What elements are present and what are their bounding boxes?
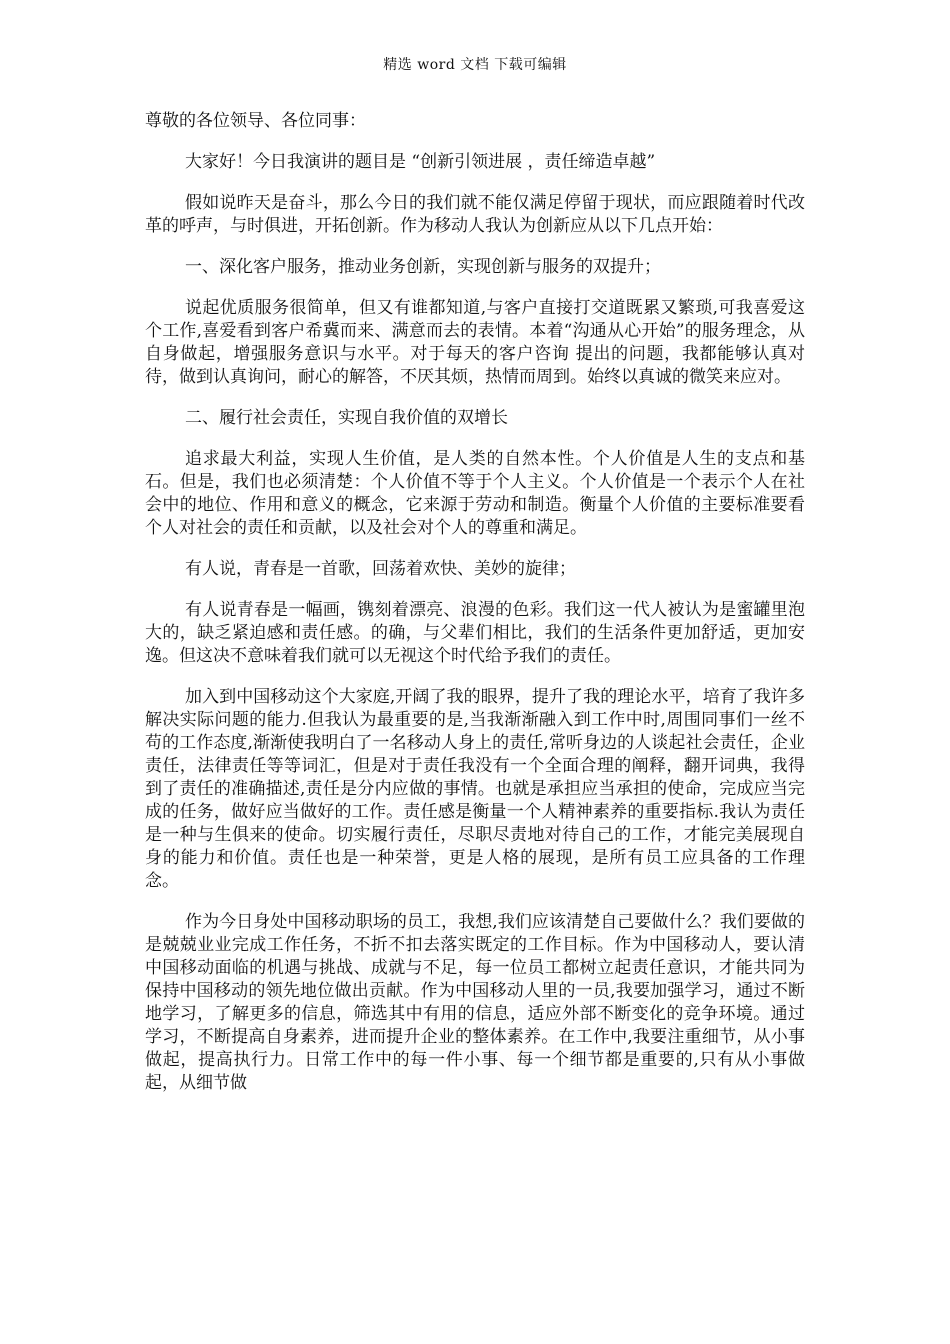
- paragraph-value: 追求最大利益，实现人生价值，是人类的自然本性。个人价值是人生的支点和基石。但是，我们也必须清楚：个人价值不等于个人主义。个人价值是一个表示个人在社会中的地位、作用和意义的概念，它来源于劳动和制造。衡量个人价值的主要标准要看个人对社会的责任和贡献，以及社会对个人的尊重和满足。: [145, 449, 805, 538]
- paragraph-employee: 作为今日身处中国移动职场的员工，我想,我们应该清楚自己要做什么？我们要做的是兢兢业业完成工作任务，不折不扣去落实既定的工作目标。作为中国移动人，要认清中国移动面临的机遇与挑战、成就与不足，每一位员工都树立起责任意识，才能共同为保持中国移动的领先地位做出贡献。作为中国移动人里的一员,我要加强学习，通过不断地学习，了解更多的信息，筛选其中有用的信息，适应外部不断变化的竞争环境。通过学习，不断提高自身素养，进而提升企业的整体素养。在工作中,我要注重细节，从小事做起，提高执行力。日常工作中的每一件小事、每一个细节都是重要的,只有从小事做起，从细节做: [145, 912, 805, 1093]
- section-heading-1: 一、深化客户服务，推动业务创新，实现创新与服务的双提升；: [185, 257, 661, 277]
- greeting-title: 大家好！今日我演讲的题目是 “创新引领进展 ，责任缔造卓越”: [185, 152, 656, 172]
- paragraph-youth-song: 有人说，青春是一首歌，回荡着欢快、美妙的旋律；: [185, 559, 576, 579]
- paragraph-youth-painting: 有人说青春是一幅画，镌刻着漂亮、浪漫的色彩。我们这一代人被认为是蜜罐里泡大的，缺乏紧迫感和责任感。的确，与父辈们相比，我们的生活条件更加舒适，更加安逸。但这决不意味着我们就可以无视这个时代给予我们的责任。: [145, 600, 805, 666]
- document-body: [145, 110, 805, 1113]
- page-header: 精选 word 文档 下载可编辑: [383, 57, 567, 73]
- salutation: 尊敬的各位领导、各位同事：: [145, 111, 366, 131]
- paragraph-responsibility: 加入到中国移动这个大家庭,开阔了我的眼界，提升了我的理论水平，培育了我许多解决实际问题的能力.但我认为最重要的是,当我渐渐融入到工作中时,周围同事们一丝不苟的工作态度,渐渐使我明白了一名移动人身上的责任,常听身边的人谈起社会责任，企业责任，法律责任等等词汇，但是对于责任我没有一个全面合理的阐释，翻开词典，我得到了责任的准确描述,责任是分内应做的事情。也就是承担应当承担的使命，完成应当完成的任务，做好应当做好的工作。责任感是衡量一个人精神素养的重要指标.我认为责任是一种与生俱来的使命。切实履行责任，尽职尽责地对待自己的工作，才能完美展现自身的能力和价值。责任也是一种荣誉，更是人格的展现，是所有员工应具备的工作理念。: [145, 687, 805, 891]
- paragraph-service: 说起优质服务很简单，但又有谁都知道,与客户直接打交道既累又繁琐,可我喜爱这个工作,喜爱看到客户希冀而来、满意而去的表情。本着“沟通从心开始”的服务理念，从自身做起，增强服务意识与水平。对于每天的客户咨询 提出的问题，我都能够认真对待，做到认真询问，耐心的解答，不厌其烦，热情而周到。始终以真诚的微笑来应对。: [145, 298, 805, 387]
- section-heading-2: 二、履行社会责任，实现自我价值的双增长: [185, 408, 508, 428]
- paragraph-intro: 假如说昨天是奋斗，那么今日的我们就不能仅满足停留于现状，而应跟随着时代改革的呼声，与时俱进，开拓创新。作为移动人我认为创新应从以下几点开始：: [145, 193, 805, 236]
